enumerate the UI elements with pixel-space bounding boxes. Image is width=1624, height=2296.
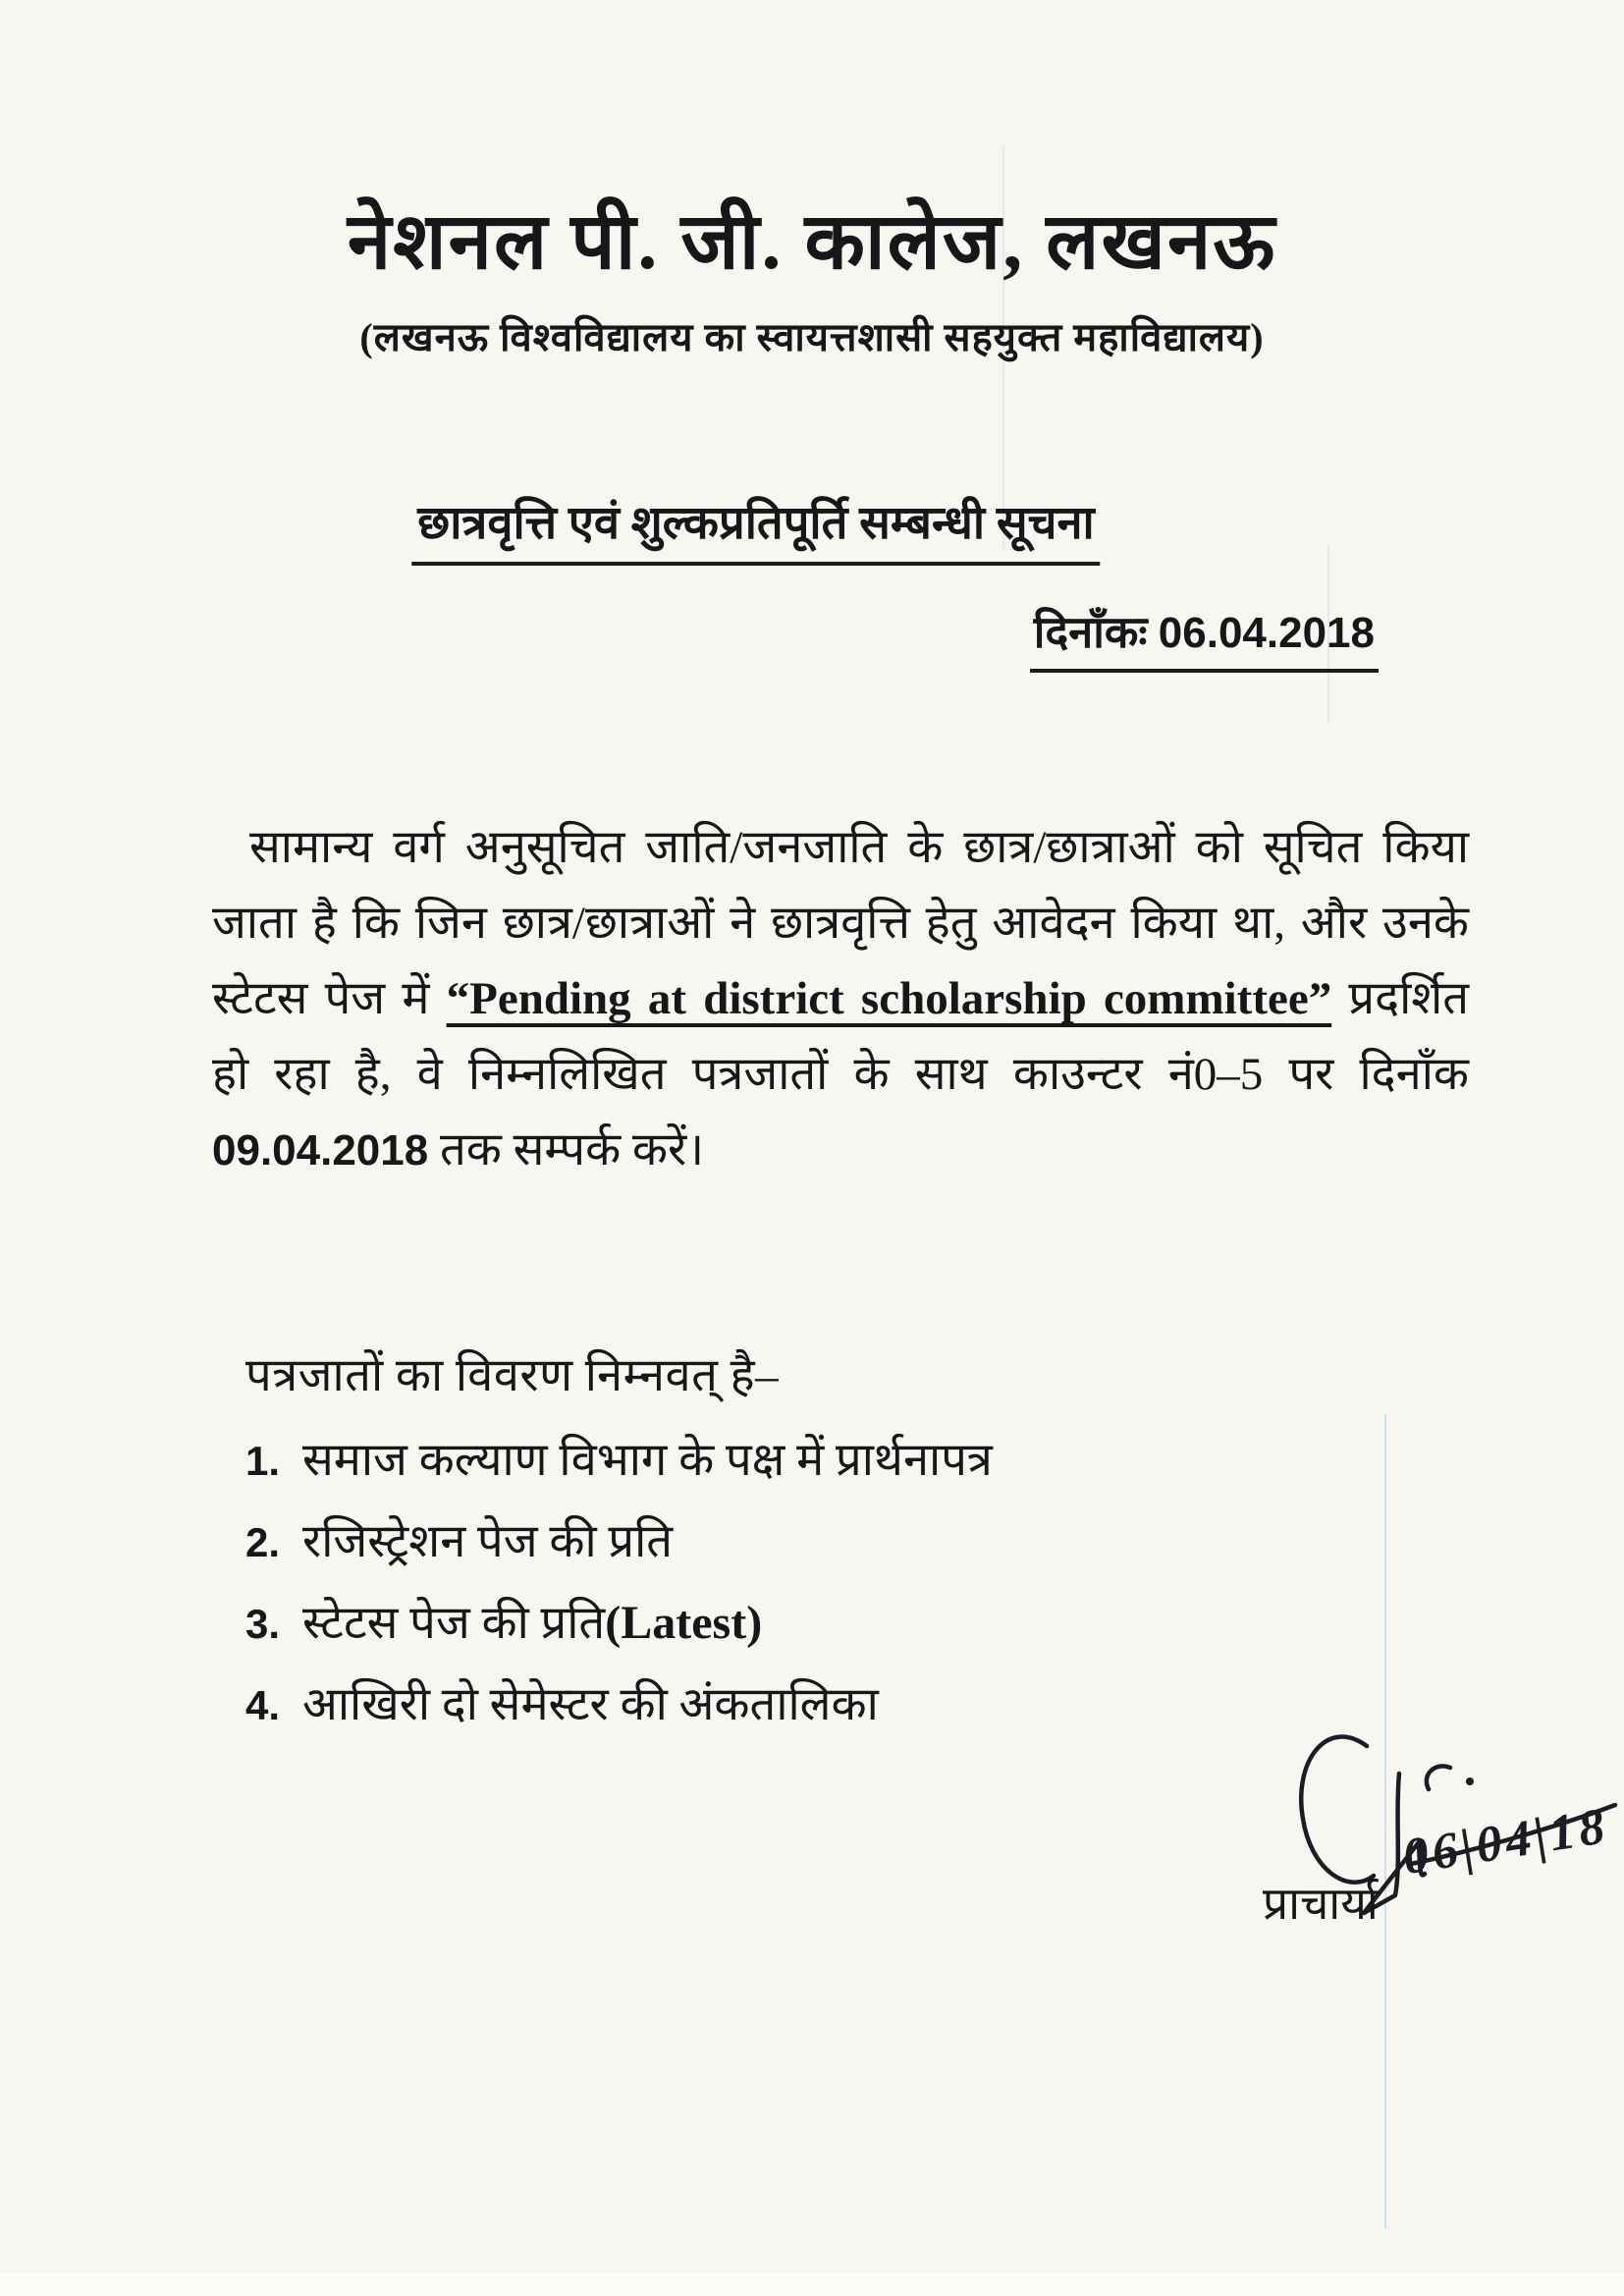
list-item-number: 3. [245, 1601, 281, 1647]
signature-stroke [1427, 1766, 1450, 1789]
notice-heading: छात्रवृत्ति एवं शुल्कप्रतिपूर्ति सम्बन्धी सूचना [411, 489, 1100, 566]
college-title: नेशनल पी. जी. कालेज, लखनऊ [347, 199, 1277, 286]
list-item [245, 1507, 1473, 1589]
scan-edge [0, 2272, 1624, 2296]
list-item-text: रजिस्ट्रेशन पेज की प्रति [302, 1516, 674, 1567]
list-item-text: समाज कल्याण विभाग के पक्ष में प्रार्थनापत्र [302, 1435, 993, 1486]
list-item [245, 1426, 1473, 1507]
handwritten-signature-date: 06|04|18 [1398, 1797, 1613, 1886]
document-list-intro: पत्रजातों का विवरण निम्नवत् है– [245, 1350, 780, 1401]
document-list [245, 1426, 1473, 1752]
principal-designation-label: प्राचार्या [1263, 1879, 1379, 1929]
list-item-latin: (Latest) [605, 1597, 763, 1649]
college-subtitle: (लखनऊ विश्वविद्यालय का स्वायत्तशासी सहयुक्त महाविद्यालय) [359, 315, 1265, 359]
signature-stroke [1301, 1737, 1374, 1883]
signature-dot [1466, 1777, 1474, 1785]
contact-deadline-date: 09.04.2018 [212, 1126, 429, 1175]
body-text-part3: तक सम्पर्क करें। [428, 1124, 705, 1175]
list-item-number: 4. [245, 1682, 281, 1728]
pending-status-phrase: “Pending at district scholarship committee” [446, 973, 1332, 1024]
list-item-number: 2. [245, 1519, 281, 1565]
list-item-text: स्टेटस पेज की प्रति [302, 1598, 606, 1649]
body-text-part1: सामान्य वर्ग अनुसूचित जाति/जनजाति के छात्र/छात्राओं को सूचित किया जाता है कि जिन छात्र/छात्राओं ने छात्रवृत्ति हेतु आवेदन किया था, और उनके स्टेटस पेज में [212, 822, 1469, 1024]
list-item [245, 1589, 1473, 1670]
list-item-number: 1. [245, 1438, 281, 1484]
notice-date-value: 06.04.2018 [1158, 609, 1375, 657]
notice-date-label: दिनाँकः [1033, 608, 1148, 657]
notice-date [1030, 601, 1379, 673]
notice-body-paragraph [212, 810, 1469, 1188]
list-item-text: आखिरी दो सेमेस्टर की अंकतालिका [302, 1679, 879, 1730]
body-text-part2: प्रदर्शित हो रहा है, वे निम्नलिखित पत्रजातों के साथ काउन्टर नं0–5 पर दिनाँक [212, 973, 1470, 1100]
